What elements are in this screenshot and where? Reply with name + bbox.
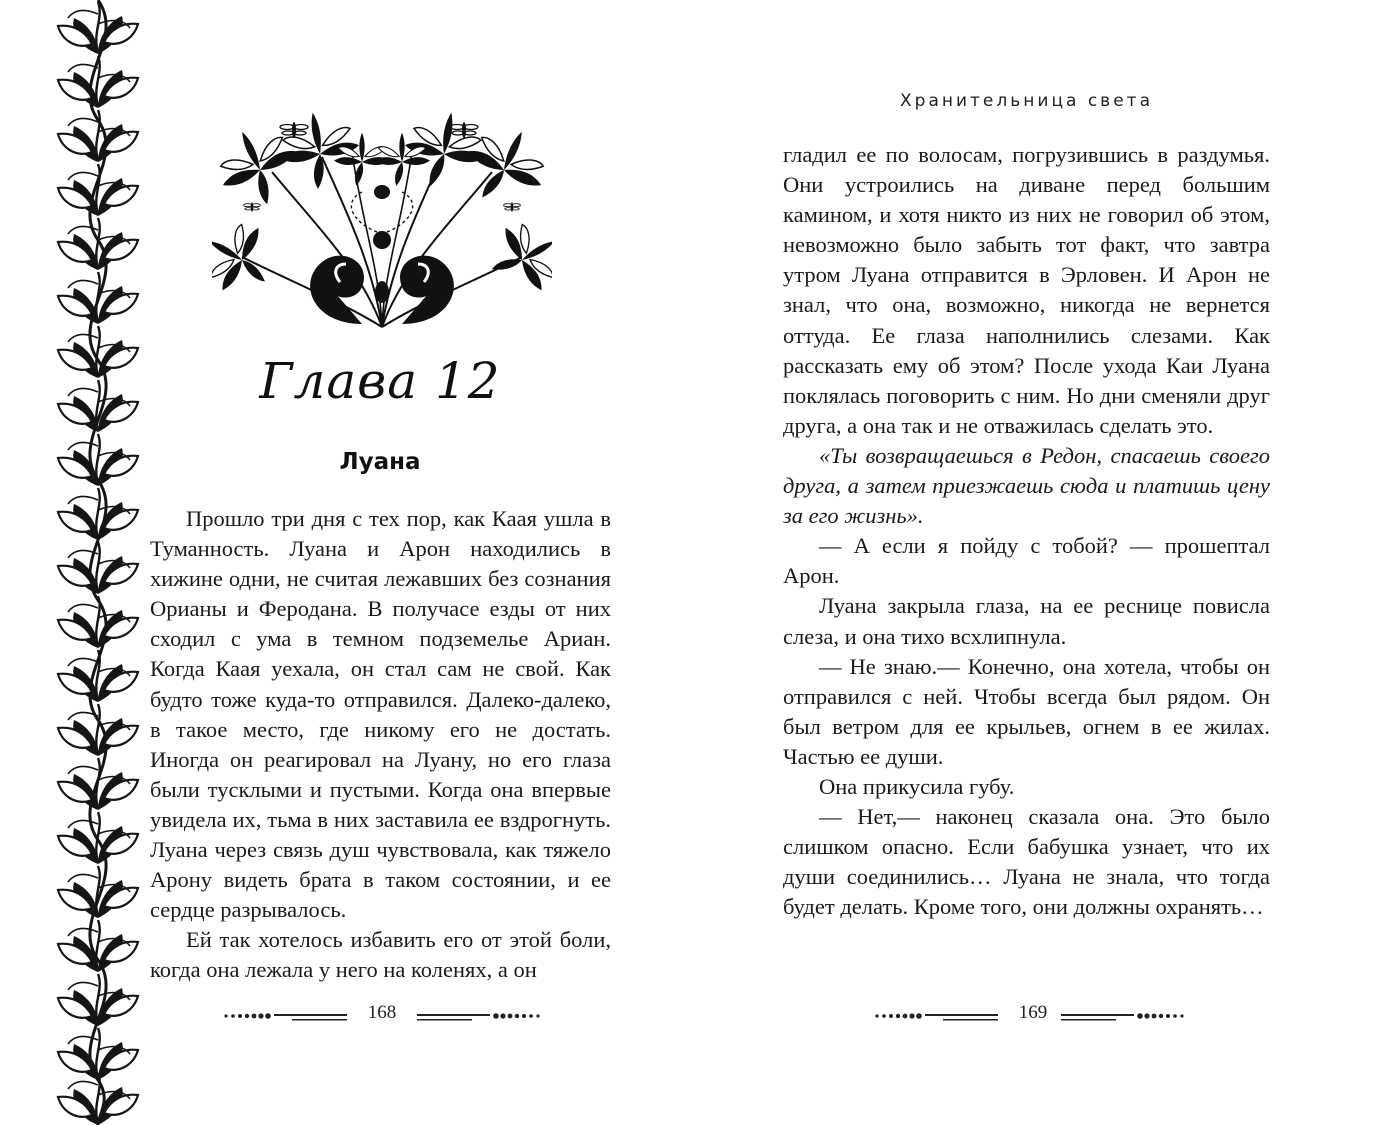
right-page-body	[783, 140, 1270, 922]
paragraph: — Не знаю.— Конечно, она хотела, чтобы он отправился с ней. Чтобы всегда был рядом. Он был ветром для ее крыльев, огнем в ее жилах. Частью ее души.	[783, 653, 1270, 769]
paragraph: — Нет,— наконец сказала она. Это было слишком опасно. Если бабушка узнает, что их души соединились… Луана не знала, что тогда будет делать. Кроме того, они должны охранять…	[783, 804, 1270, 920]
chapter-title: Глава 12	[259, 352, 501, 410]
right-page-footer	[873, 1002, 1193, 1032]
folio-ornament-right	[417, 1010, 542, 1022]
paragraph: — А если я пойду с тобой? — прошептал Арон.	[783, 533, 1270, 589]
chapter-floral-ornament	[212, 112, 552, 334]
left-page-footer	[222, 1002, 542, 1032]
vine-border-ornament	[52, 0, 144, 1125]
paragraph: гладил ее по волосам, погрузившись в раздумья. Они устроились на диване перед большим камином, и хотя никто из них не говорил об этом, невозможно было забыть тот факт, что завтра утром Луана отправится в Эрловен. И Арон не знал, что она, возможно, никогда не вернется оттуда. Ее глаза наполнились слезами. Как рассказать ему об этом? После ухода Каи Луана поклялась поговорить с ним. Но дни сменяли друг друга, а она так и не отважилась сделать это.	[783, 142, 1270, 438]
chapter-subtitle: Луана	[339, 449, 421, 475]
left-page-body	[150, 504, 611, 986]
running-head: Хранительница света	[900, 91, 1153, 111]
folio-ornament-right	[1061, 1010, 1186, 1022]
page-number: 169	[1018, 1002, 1048, 1023]
paragraph: Ей так хотелось избавить его от этой боли, когда она лежала у него на коленях, а он	[150, 927, 611, 983]
paragraph: Она прикусила губу.	[819, 773, 1015, 799]
folio-ornament-left	[222, 1010, 347, 1022]
paragraph: Прошло три дня с тех пор, как Каая ушла в Туманность. Луана и Арон находились в хижине одни, не считая лежавших без сознания Орианы и Феродана. В получасе езды от них сходил с ума в темном подземелье Ариан. Когда Каая уехала, он стал сам не свой. Как будто тоже куда-то отправился. Далеко-далеко, в такое место, где никому его не достать. Иногда он реагировал на Луану, но его глаза были тусклыми и пустыми. Когда она впервые увидела их, тьма в них заставила ее вздрогнуть. Луана через связь душ чувствовала, как тяжело Арону видеть брата в таком состоянии, и ее сердце разрывалось.	[150, 506, 611, 923]
page-number: 168	[367, 1002, 397, 1023]
folio-ornament-left	[873, 1010, 998, 1022]
paragraph-italic-quote: «Ты возвращаешься в Редон, спасаешь своего друга, а затем приезжаешь сюда и платишь цену за его жизнь».	[783, 442, 1270, 529]
paragraph: Луана закрыла глаза, на ее реснице повисла слеза, и она тихо всхлипнула.	[783, 593, 1270, 649]
